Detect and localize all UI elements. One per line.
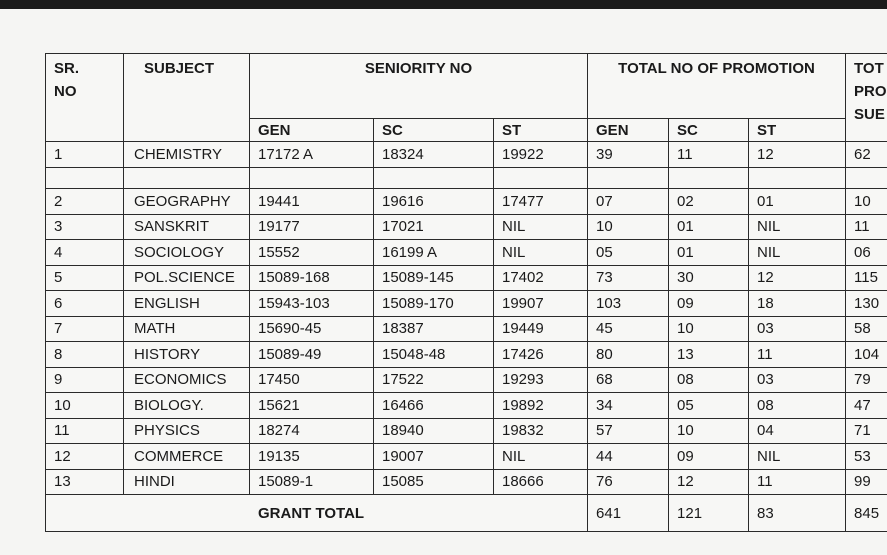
seniority-gen-cell: 15089-1 bbox=[250, 469, 374, 495]
gap-cell bbox=[250, 168, 374, 189]
total-cell: 62 bbox=[846, 142, 887, 168]
total-cell: 47 bbox=[846, 393, 887, 419]
header-total-promotion: TOTAL NO OF PROMOTION bbox=[588, 54, 846, 119]
seniority-sc-cell: 17021 bbox=[374, 214, 494, 240]
seniority-gen-cell: 15552 bbox=[250, 240, 374, 266]
gap-cell bbox=[846, 168, 887, 189]
promotion-sc-cell: 10 bbox=[669, 316, 749, 342]
seniority-gen-cell: 19135 bbox=[250, 444, 374, 470]
subject-cell: BIOLOGY. bbox=[124, 393, 250, 419]
seniority-st-cell: 19449 bbox=[494, 316, 588, 342]
seniority-st-cell: 19892 bbox=[494, 393, 588, 419]
promotion-sc-cell: 13 bbox=[669, 342, 749, 368]
sr-no-cell: 13 bbox=[46, 469, 124, 495]
seniority-st-cell: 17426 bbox=[494, 342, 588, 368]
seniority-st-cell: 17477 bbox=[494, 189, 588, 215]
total-cell: 130 bbox=[846, 291, 887, 317]
promotion-gen-cell: 39 bbox=[588, 142, 669, 168]
seniority-st-cell: NIL bbox=[494, 214, 588, 240]
total-cell: 10 bbox=[846, 189, 887, 215]
promotion-st-cell: 03 bbox=[749, 367, 846, 393]
seniority-sc-cell: 15048-48 bbox=[374, 342, 494, 368]
header-seniority-no: SENIORITY NO bbox=[250, 54, 588, 119]
sr-no-cell: 3 bbox=[46, 214, 124, 240]
header-sr-no-line1: SR. bbox=[54, 60, 80, 77]
table-row bbox=[46, 189, 887, 215]
promotion-gen-cell: 80 bbox=[588, 342, 669, 368]
seniority-st-cell: 17402 bbox=[494, 265, 588, 291]
promotion-sc-cell: 11 bbox=[669, 142, 749, 168]
promotion-st-cell: 01 bbox=[749, 189, 846, 215]
sr-no-cell: 9 bbox=[46, 367, 124, 393]
promotion-gen-cell: 45 bbox=[588, 316, 669, 342]
seniority-sc-cell: 15089-170 bbox=[374, 291, 494, 317]
header-sr-no bbox=[46, 54, 124, 119]
promotion-table bbox=[45, 53, 887, 532]
subject-cell: PHYSICS bbox=[124, 418, 250, 444]
promotion-st-cell: 12 bbox=[749, 265, 846, 291]
total-cell: 11 bbox=[846, 214, 887, 240]
grand-total-sum: 845 bbox=[846, 495, 887, 532]
table-row bbox=[46, 291, 887, 317]
grand-total-label: GRANT TOTAL bbox=[46, 495, 588, 532]
seniority-gen-cell: 19441 bbox=[250, 189, 374, 215]
sr-no-cell: 1 bbox=[46, 142, 124, 168]
promotion-sc-cell: 10 bbox=[669, 418, 749, 444]
table-row bbox=[46, 316, 887, 342]
sr-no-cell: 5 bbox=[46, 265, 124, 291]
table-row bbox=[46, 469, 887, 495]
table-row bbox=[46, 367, 887, 393]
seniority-gen-cell: 15089-168 bbox=[250, 265, 374, 291]
total-cell: 99 bbox=[846, 469, 887, 495]
promotion-gen-cell: 44 bbox=[588, 444, 669, 470]
sr-no-cell: 10 bbox=[46, 393, 124, 419]
promotion-sc-cell: 01 bbox=[669, 240, 749, 266]
seniority-st-cell: 19293 bbox=[494, 367, 588, 393]
seniority-sc-cell: 18324 bbox=[374, 142, 494, 168]
table-body bbox=[46, 54, 887, 532]
header-row-1 bbox=[46, 54, 887, 119]
seniority-gen-cell: 15690-45 bbox=[250, 316, 374, 342]
sr-no-cell: 4 bbox=[46, 240, 124, 266]
grand-total-gen: 641 bbox=[588, 495, 669, 532]
promotion-st-cell: 12 bbox=[749, 142, 846, 168]
promotion-st-cell: 11 bbox=[749, 342, 846, 368]
seniority-gen-cell: 17172 A bbox=[250, 142, 374, 168]
header-seniority-st: ST bbox=[494, 119, 588, 142]
table-row bbox=[46, 214, 887, 240]
subject-cell: POL.SCIENCE bbox=[124, 265, 250, 291]
table-row bbox=[46, 240, 887, 266]
subject-cell: SANSKRIT bbox=[124, 214, 250, 240]
header-sr-no-line2: NO bbox=[54, 83, 77, 100]
seniority-st-cell: 18666 bbox=[494, 469, 588, 495]
table-row bbox=[46, 393, 887, 419]
promotion-st-cell: 08 bbox=[749, 393, 846, 419]
header-sr-blank bbox=[46, 119, 124, 142]
seniority-st-cell: 19907 bbox=[494, 291, 588, 317]
seniority-st-cell: NIL bbox=[494, 444, 588, 470]
gap-cell bbox=[588, 168, 669, 189]
promotion-sc-cell: 05 bbox=[669, 393, 749, 419]
row-gap bbox=[46, 168, 887, 189]
header-promotion-sc: SC bbox=[669, 119, 749, 142]
promotion-st-cell: NIL bbox=[749, 214, 846, 240]
total-cell: 53 bbox=[846, 444, 887, 470]
promotion-sc-cell: 02 bbox=[669, 189, 749, 215]
sr-no-cell: 12 bbox=[46, 444, 124, 470]
seniority-gen-cell: 17450 bbox=[250, 367, 374, 393]
promotion-gen-cell: 103 bbox=[588, 291, 669, 317]
header-seniority-gen: GEN bbox=[250, 119, 374, 142]
promotion-gen-cell: 68 bbox=[588, 367, 669, 393]
subject-cell: HISTORY bbox=[124, 342, 250, 368]
subject-cell: ECONOMICS bbox=[124, 367, 250, 393]
promotion-st-cell: 18 bbox=[749, 291, 846, 317]
header-row-2 bbox=[46, 119, 887, 142]
seniority-st-cell: NIL bbox=[494, 240, 588, 266]
seniority-sc-cell: 15089-145 bbox=[374, 265, 494, 291]
promotion-sc-cell: 09 bbox=[669, 444, 749, 470]
gap-cell bbox=[749, 168, 846, 189]
seniority-gen-cell: 19177 bbox=[250, 214, 374, 240]
table-row bbox=[46, 142, 887, 168]
total-cell: 06 bbox=[846, 240, 887, 266]
seniority-gen-cell: 15621 bbox=[250, 393, 374, 419]
total-cell: 79 bbox=[846, 367, 887, 393]
subject-cell: SOCIOLOGY bbox=[124, 240, 250, 266]
subject-cell: ENGLISH bbox=[124, 291, 250, 317]
gap-cell bbox=[669, 168, 749, 189]
promotion-st-cell: 03 bbox=[749, 316, 846, 342]
total-cell: 71 bbox=[846, 418, 887, 444]
header-subject: SUBJECT bbox=[124, 54, 250, 119]
grand-total-sc: 121 bbox=[669, 495, 749, 532]
promotion-gen-cell: 10 bbox=[588, 214, 669, 240]
seniority-sc-cell: 19007 bbox=[374, 444, 494, 470]
promotion-st-cell: NIL bbox=[749, 240, 846, 266]
subject-cell: CHEMISTRY bbox=[124, 142, 250, 168]
header-seniority-sc: SC bbox=[374, 119, 494, 142]
seniority-sc-cell: 19616 bbox=[374, 189, 494, 215]
seniority-sc-cell: 15085 bbox=[374, 469, 494, 495]
seniority-sc-cell: 16199 A bbox=[374, 240, 494, 266]
sr-no-cell: 8 bbox=[46, 342, 124, 368]
header-subject-blank bbox=[124, 119, 250, 142]
sr-no-cell: 2 bbox=[46, 189, 124, 215]
seniority-sc-cell: 18387 bbox=[374, 316, 494, 342]
promotion-gen-cell: 73 bbox=[588, 265, 669, 291]
promotion-sc-cell: 01 bbox=[669, 214, 749, 240]
subject-cell: GEOGRAPHY bbox=[124, 189, 250, 215]
promotion-gen-cell: 57 bbox=[588, 418, 669, 444]
gap-cell bbox=[46, 168, 124, 189]
header-total-line1: TOT bbox=[854, 60, 884, 77]
seniority-st-cell: 19922 bbox=[494, 142, 588, 168]
promotion-gen-cell: 76 bbox=[588, 469, 669, 495]
seniority-st-cell: 19832 bbox=[494, 418, 588, 444]
header-total-line2: PRO bbox=[854, 83, 887, 100]
header-promotion-st: ST bbox=[749, 119, 846, 142]
header-total-column bbox=[846, 54, 887, 142]
total-cell: 115 bbox=[846, 265, 887, 291]
promotion-sc-cell: 09 bbox=[669, 291, 749, 317]
seniority-gen-cell: 18274 bbox=[250, 418, 374, 444]
seniority-gen-cell: 15943-103 bbox=[250, 291, 374, 317]
table-row bbox=[46, 265, 887, 291]
gap-cell bbox=[494, 168, 588, 189]
header-promotion-gen: GEN bbox=[588, 119, 669, 142]
gap-cell bbox=[374, 168, 494, 189]
subject-cell: MATH bbox=[124, 316, 250, 342]
sr-no-cell: 11 bbox=[46, 418, 124, 444]
sr-no-cell: 7 bbox=[46, 316, 124, 342]
promotion-sc-cell: 08 bbox=[669, 367, 749, 393]
gap-cell bbox=[124, 168, 250, 189]
promotion-sc-cell: 12 bbox=[669, 469, 749, 495]
subject-cell: HINDI bbox=[124, 469, 250, 495]
table-row bbox=[46, 342, 887, 368]
promotion-st-cell: NIL bbox=[749, 444, 846, 470]
promotion-sc-cell: 30 bbox=[669, 265, 749, 291]
promotion-st-cell: 11 bbox=[749, 469, 846, 495]
header-total-line3: SUE bbox=[854, 106, 885, 123]
promotion-gen-cell: 05 bbox=[588, 240, 669, 266]
subject-cell: COMMERCE bbox=[124, 444, 250, 470]
table-row bbox=[46, 444, 887, 470]
seniority-gen-cell: 15089-49 bbox=[250, 342, 374, 368]
seniority-sc-cell: 17522 bbox=[374, 367, 494, 393]
grand-total-st: 83 bbox=[749, 495, 846, 532]
top-border-bar bbox=[0, 0, 887, 9]
sr-no-cell: 6 bbox=[46, 291, 124, 317]
promotion-gen-cell: 34 bbox=[588, 393, 669, 419]
seniority-sc-cell: 18940 bbox=[374, 418, 494, 444]
promotion-gen-cell: 07 bbox=[588, 189, 669, 215]
seniority-sc-cell: 16466 bbox=[374, 393, 494, 419]
total-cell: 104 bbox=[846, 342, 887, 368]
grand-total-row bbox=[46, 495, 887, 532]
table-row bbox=[46, 418, 887, 444]
document-page bbox=[0, 9, 887, 555]
promotion-st-cell: 04 bbox=[749, 418, 846, 444]
total-cell: 58 bbox=[846, 316, 887, 342]
